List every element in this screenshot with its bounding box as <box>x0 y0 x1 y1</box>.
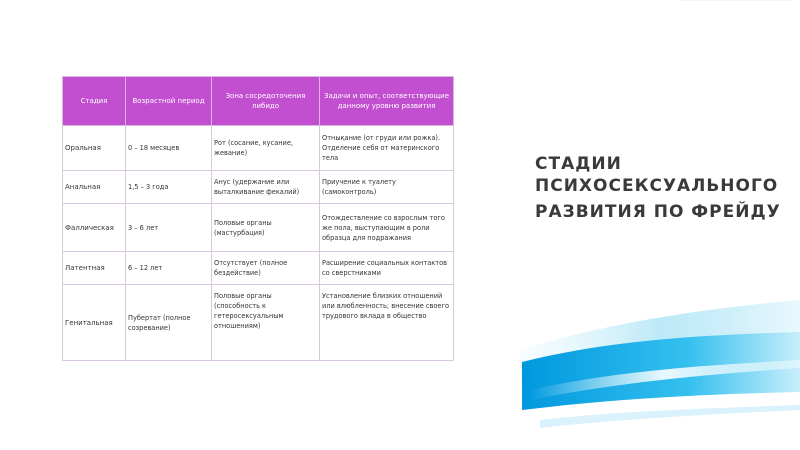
header-libido-zone: Зона сосредоточения либидо <box>212 77 320 126</box>
zone-cell: Отсутствует (полное бездействие) <box>212 252 320 285</box>
header-stage: Стадия <box>63 77 126 126</box>
wave-decoration <box>510 270 800 450</box>
header-tasks: Задачи и опыт, соответствующие данному уровню развития <box>320 77 454 126</box>
stage-cell: Фаллическая <box>63 204 126 252</box>
table-row <box>63 204 454 252</box>
zone-cell: Рот (сосание, кусание, жевание) <box>212 126 320 171</box>
table-row <box>63 126 454 171</box>
stage-cell: Латентная <box>63 252 126 285</box>
table-row <box>63 252 454 285</box>
age-cell: Пубертат (полное созревание) <box>126 285 212 361</box>
table-row <box>63 285 454 361</box>
zone-cell: Анус (удержание или выталкивание фекалий) <box>212 171 320 204</box>
table-header-row <box>63 77 454 126</box>
age-cell: 0 – 18 месяцев <box>126 126 212 171</box>
zone-cell: Половые органы (мастурбация) <box>212 204 320 252</box>
table-row <box>63 171 454 204</box>
freud-stages-table <box>62 76 454 361</box>
tasks-cell: Установление близких отношений или влюбленность; внесение своего трудового вклада в общество <box>320 285 454 361</box>
title-line-3: РАЗВИТИЯ ПО ФРЕЙДУ <box>535 202 781 222</box>
corner-decoration <box>660 0 800 10</box>
age-cell: 6 – 12 лет <box>126 252 212 285</box>
tasks-cell: Отождествление со взрослым того же пола, выступающим в роли образца для подражания <box>320 204 454 252</box>
header-age: Возрастной период <box>126 77 212 126</box>
title-line-2: ПСИХОСЕКСУАЛЬНОГО <box>535 176 779 196</box>
age-cell: 3 – 6 лет <box>126 204 212 252</box>
title-line-1: СТАДИИ <box>535 154 622 174</box>
slide-title <box>535 153 790 223</box>
stage-cell: Оральная <box>63 126 126 171</box>
tasks-cell: Расширение социальных контактов со сверстниками <box>320 252 454 285</box>
zone-cell: Половые органы (способность к гетеросексуальным отношениям) <box>212 285 320 361</box>
tasks-cell: Приучение к туалету (самоконтроль) <box>320 171 454 204</box>
tasks-cell: Отнықание (от груди или рожка). Отделение себя от материнского тела <box>320 126 454 171</box>
stage-cell: Анальная <box>63 171 126 204</box>
age-cell: 1,5 – 3 года <box>126 171 212 204</box>
stage-cell: Генитальная <box>63 285 126 361</box>
